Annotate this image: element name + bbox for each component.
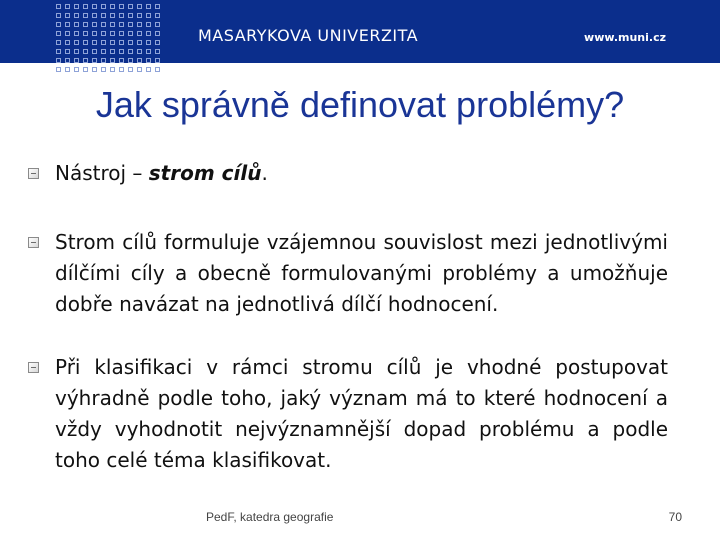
logo-dot — [119, 13, 124, 18]
logo-dot — [56, 31, 61, 36]
logo-dot — [155, 40, 160, 45]
logo-dot — [146, 58, 151, 63]
logo-dot — [65, 67, 70, 72]
logo-dot — [137, 31, 142, 36]
bullet-1-emphasis: strom cílů — [148, 161, 262, 185]
slide-title: Jak správně definovat problémy? — [95, 84, 625, 125]
logo-dot — [128, 31, 133, 36]
logo-dot — [155, 49, 160, 54]
bullet-icon — [28, 168, 39, 179]
logo-dot — [92, 40, 97, 45]
university-url[interactable]: www.muni.cz — [584, 31, 666, 44]
logo-dot — [110, 58, 115, 63]
logo-dot — [119, 31, 124, 36]
logo-dot — [92, 22, 97, 27]
logo-dot — [137, 40, 142, 45]
logo-dot — [83, 58, 88, 63]
logo-dot — [155, 22, 160, 27]
logo-dot — [101, 40, 106, 45]
logo-dot — [146, 31, 151, 36]
bullet-icon — [28, 237, 39, 248]
logo-dot — [92, 31, 97, 36]
logo-dot — [101, 22, 106, 27]
logo-dot — [92, 49, 97, 54]
logo-dot — [119, 67, 124, 72]
logo-dot — [146, 4, 151, 9]
logo-dot — [119, 49, 124, 54]
logo-dot — [110, 49, 115, 54]
logo-dot — [65, 4, 70, 9]
logo-dot — [56, 58, 61, 63]
bullet-text-3: Při klasifikaci v rámci stromu cílů je vhodné postupovat výhradně podle toho, jaký význam má to které hodnocení a vždy vyhodnotit nejvýznamnější dopad problému a podle toho celé téma klasifikovat. — [55, 355, 668, 472]
university-logo-dot-grid — [56, 4, 168, 77]
logo-dot — [101, 31, 106, 36]
logo-dot — [74, 40, 79, 45]
logo-dot — [128, 67, 133, 72]
logo-dot — [92, 67, 97, 72]
logo-dot — [65, 40, 70, 45]
logo-dot — [83, 67, 88, 72]
logo-dot — [56, 67, 61, 72]
logo-dot — [74, 22, 79, 27]
logo-dot — [56, 49, 61, 54]
logo-dot — [119, 22, 124, 27]
logo-dot — [110, 40, 115, 45]
logo-dot — [128, 4, 133, 9]
logo-dot — [101, 4, 106, 9]
logo-dot — [83, 49, 88, 54]
logo-dot — [137, 67, 142, 72]
logo-dot — [137, 58, 142, 63]
logo-dot — [128, 40, 133, 45]
header-bar — [0, 0, 720, 63]
logo-dot — [83, 13, 88, 18]
logo-dot — [92, 58, 97, 63]
logo-dot — [74, 4, 79, 9]
logo-dot — [146, 40, 151, 45]
logo-dot — [74, 31, 79, 36]
logo-dot — [101, 58, 106, 63]
logo-dot — [146, 13, 151, 18]
logo-dot — [146, 49, 151, 54]
logo-dot — [56, 40, 61, 45]
logo-dot — [65, 22, 70, 27]
logo-dot — [101, 13, 106, 18]
logo-dot — [65, 13, 70, 18]
logo-dot — [101, 49, 106, 54]
logo-dot — [56, 13, 61, 18]
bullet-1-suffix: . — [261, 161, 268, 185]
logo-dot — [119, 4, 124, 9]
bullet-icon — [28, 362, 39, 373]
logo-dot — [137, 13, 142, 18]
logo-dot — [83, 40, 88, 45]
logo-dot — [146, 22, 151, 27]
logo-dot — [146, 67, 151, 72]
logo-dot — [65, 58, 70, 63]
logo-dot — [74, 67, 79, 72]
logo-dot — [83, 31, 88, 36]
logo-dot — [110, 31, 115, 36]
logo-dot — [110, 22, 115, 27]
bullet-text-2: Strom cílů formuluje vzájemnou souvislost mezi jednotlivými dílčími cíly a obecně formulovanými problémy a umožňuje dobře navázat na jednotlivá dílčí hodnocení. — [55, 230, 668, 316]
logo-dot — [56, 22, 61, 27]
logo-dot — [110, 67, 115, 72]
logo-dot — [128, 58, 133, 63]
logo-dot — [83, 4, 88, 9]
logo-dot — [92, 13, 97, 18]
logo-dot — [155, 67, 160, 72]
footer-source: PedF, katedra geografie — [206, 510, 334, 524]
page-number: 70 — [668, 510, 682, 524]
logo-dot — [155, 13, 160, 18]
logo-dot — [110, 13, 115, 18]
bullet-1-prefix: Nástroj – — [55, 161, 149, 185]
logo-dot — [110, 4, 115, 9]
logo-dot — [56, 4, 61, 9]
logo-dot — [155, 31, 160, 36]
logo-dot — [155, 58, 160, 63]
logo-dot — [128, 22, 133, 27]
logo-dot — [65, 31, 70, 36]
logo-dot — [92, 4, 97, 9]
logo-dot — [83, 22, 88, 27]
logo-dot — [65, 49, 70, 54]
logo-dot — [74, 49, 79, 54]
bullet-text-1 — [55, 158, 668, 189]
logo-dot — [137, 22, 142, 27]
logo-dot — [128, 49, 133, 54]
logo-dot — [101, 67, 106, 72]
logo-dot — [137, 49, 142, 54]
logo-dot — [74, 58, 79, 63]
logo-dot — [137, 4, 142, 9]
logo-dot — [74, 13, 79, 18]
university-name: MASARYKOVA UNIVERZITA — [198, 26, 419, 45]
logo-dot — [128, 13, 133, 18]
logo-dot — [119, 40, 124, 45]
logo-dot — [119, 58, 124, 63]
logo-dot — [155, 4, 160, 9]
